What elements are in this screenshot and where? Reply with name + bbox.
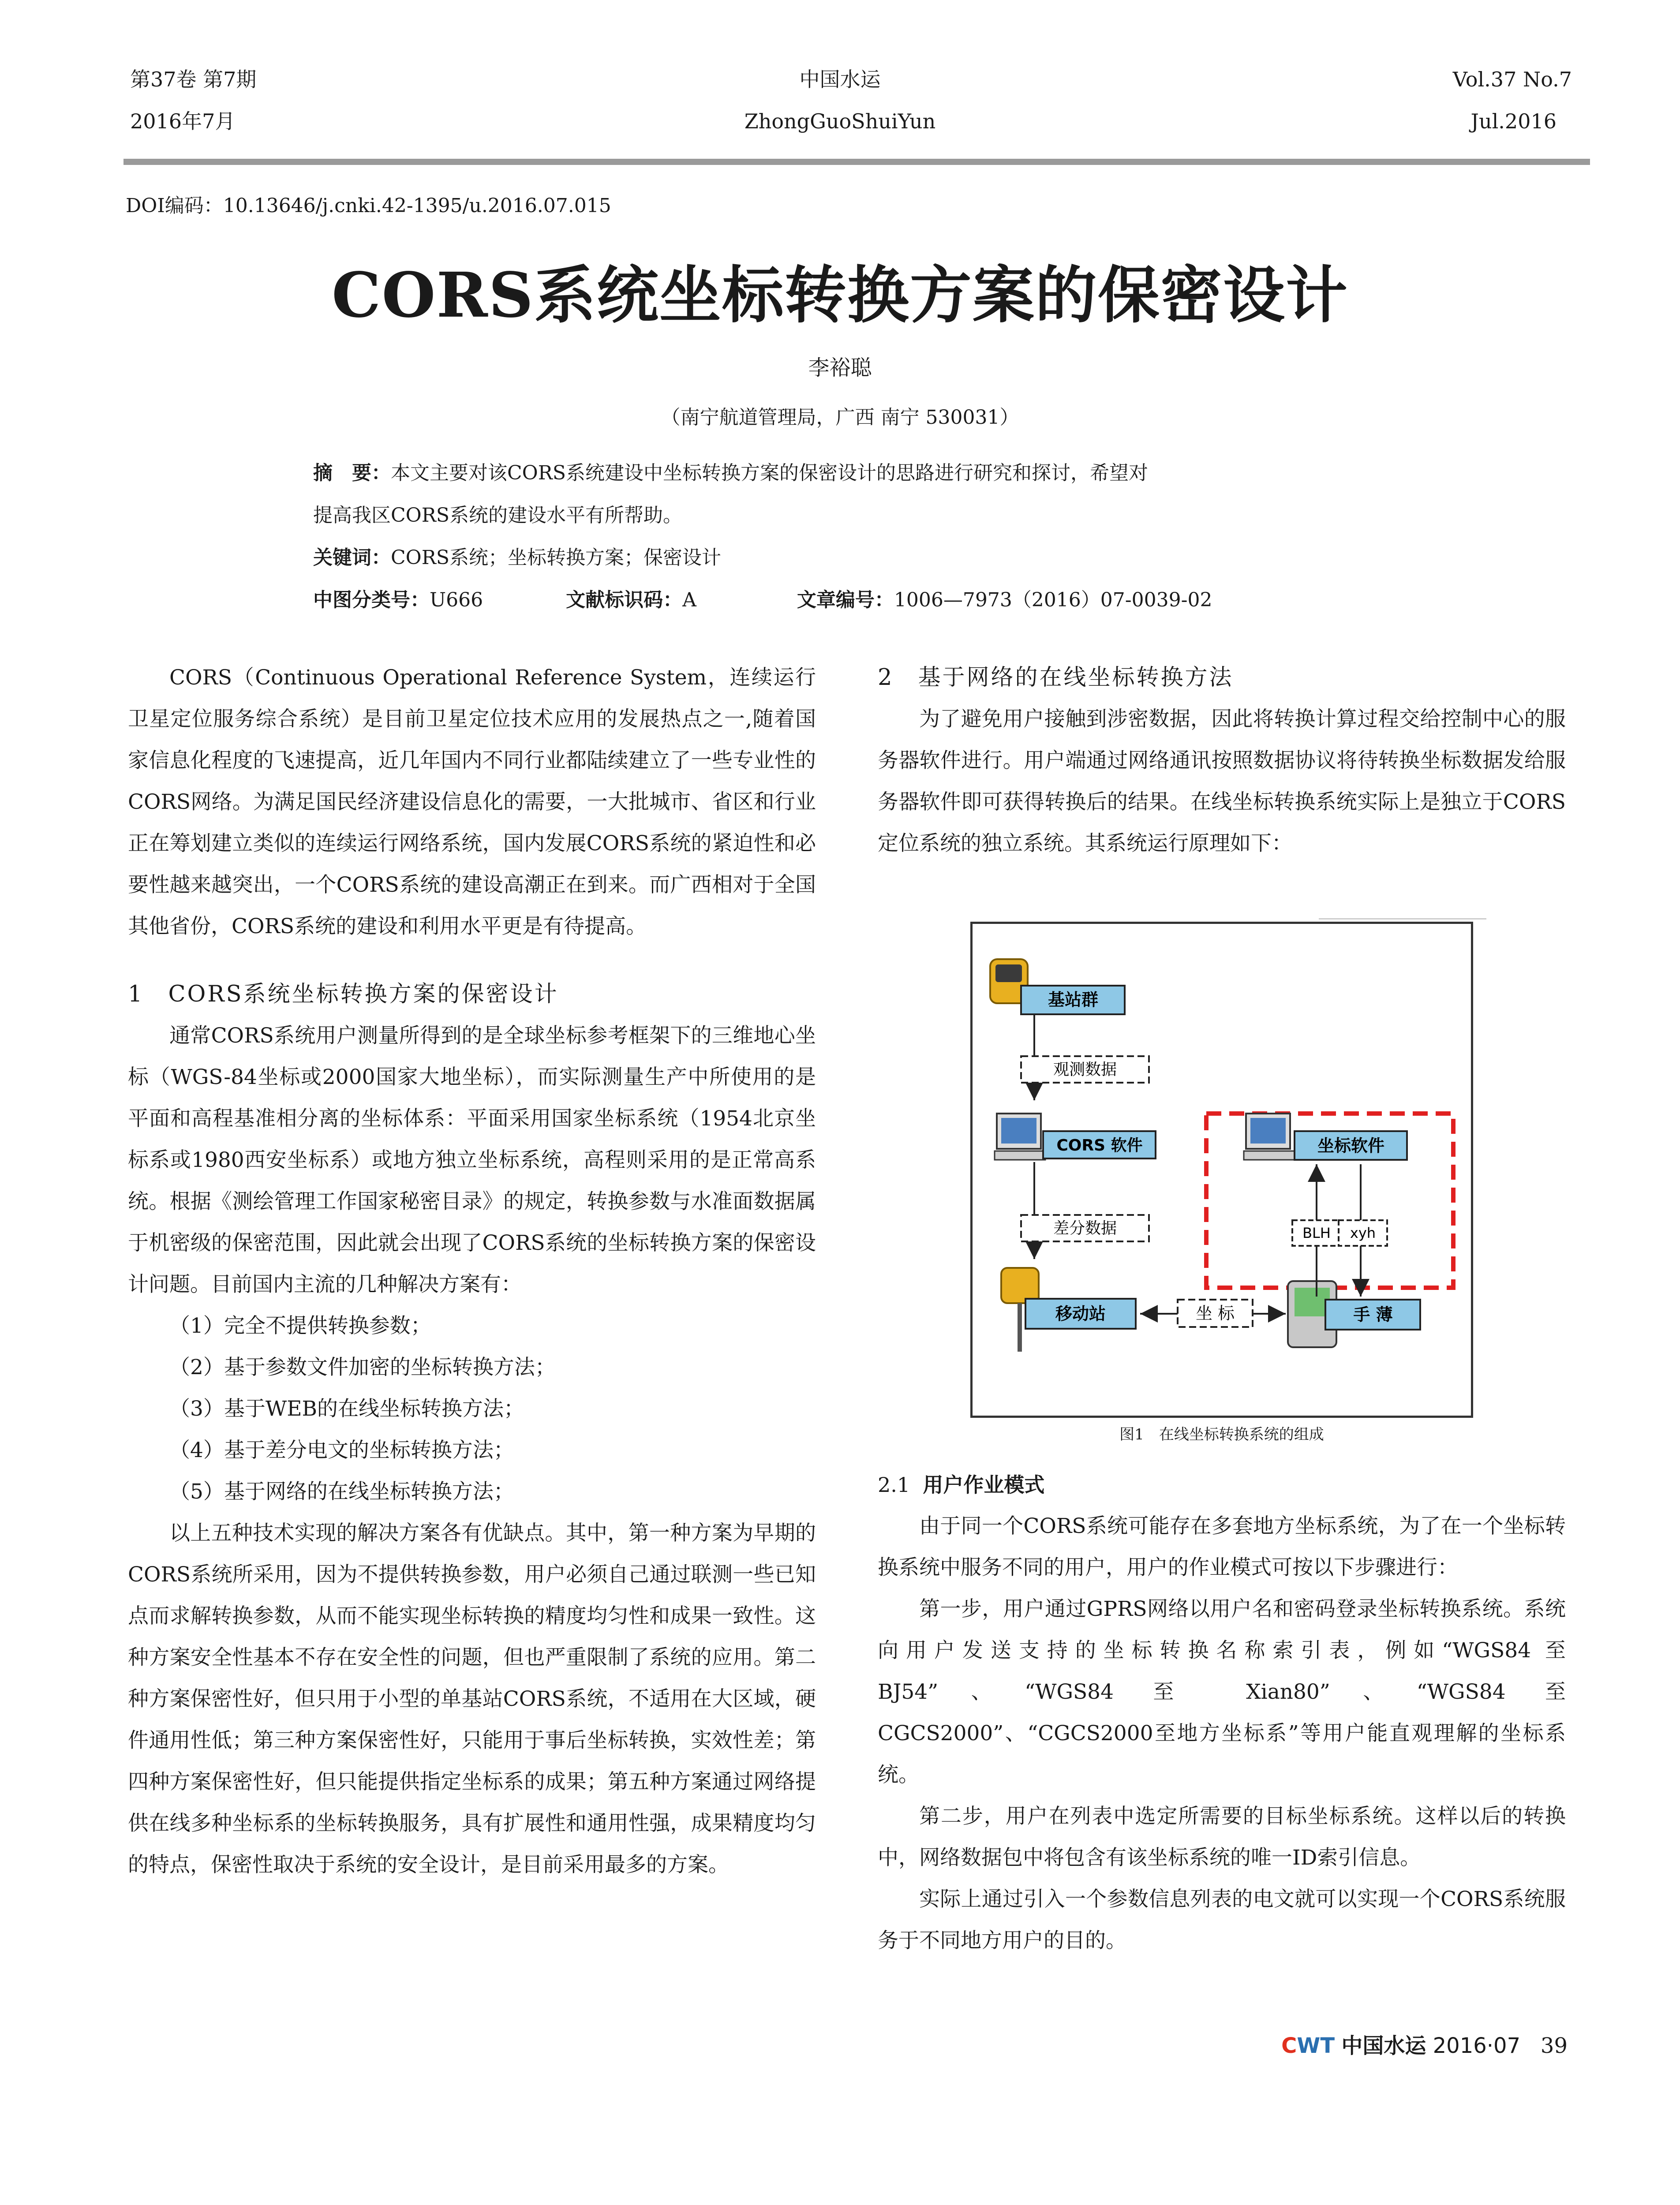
article-number-value: 1006—7973（2016）07-0039-02 bbox=[894, 589, 1212, 611]
section-1-paragraph: 通常CORS系统用户测量所得到的是全球坐标参考框架下的三维地心坐标（WGS-84坐标或2000国家大地坐标），而实际测量生产中所使用的是平面和高程基准相分离的坐标体系：平面采用国家坐标系统（1954北京坐标系或1980西安坐标系）或地方独立坐标系统，高程则采用的是正常高系统。根据《测绘管理工作国家秘密目录》的规定，转换参数与水准面数据属于机密级的保密范围，因此就会出现了CORS系统的坐标转换方案的保密设计问题。目前国内主流的几种解决方案有： bbox=[128, 1024, 816, 1297]
section-2-paragraph: 为了避免用户接触到涉密数据，因此将转换计算过程交给控制中心的服务器软件进行。用户端通过网络通讯按照数据协议将待转换坐标数据发给服务器软件即可获得转换后的结果。在线坐标转换系统实际上是独立于CORS定位系统的独立系统。其系统运行原理如下： bbox=[878, 707, 1566, 856]
header-date: 2016年7月 bbox=[130, 109, 236, 133]
keywords-label: 关键词： bbox=[313, 546, 391, 569]
section-1-heading: 1 CORS系统坐标转换方案的保密设计 bbox=[128, 981, 559, 1007]
list-item: （2）基于参数文件加密的坐标转换方法； bbox=[169, 1355, 556, 1379]
paragraph-step-2: 第二步，用户在列表中选定所需要的目标坐标系统。这样以后的转换中，网络数据包中将包含有该坐标系统的唯一ID索引信息。 bbox=[878, 1804, 1566, 1870]
computer-icon-2 bbox=[1244, 1114, 1295, 1160]
paragraph-conclusion: 实际上通过引入一个参数信息列表的电文就可以实现一个CORS系统服务于不同地方用户的目的。 bbox=[878, 1887, 1566, 1953]
cors-software-label: CORS 软件 bbox=[1056, 1136, 1143, 1155]
figure-rule bbox=[1319, 918, 1486, 919]
doc-code-value: A bbox=[682, 589, 696, 611]
keywords-text: CORS系统；坐标转换方案；保密设计 bbox=[391, 546, 722, 569]
header-journal-cn: 中国水运 bbox=[799, 67, 881, 91]
abstract-text-1: 本文主要对该CORS系统建设中坐标转换方案的保密设计的思路进行研究和探讨，希望对 bbox=[391, 462, 1149, 484]
list-item: （3）基于WEB的在线坐标转换方法； bbox=[169, 1397, 525, 1421]
footer-logo-c: C bbox=[1281, 2033, 1297, 2058]
subsection-title: 用户作业模式 bbox=[923, 1473, 1045, 1497]
obs-data-label: 观测数据 bbox=[1053, 1061, 1117, 1079]
left-column bbox=[128, 657, 816, 1886]
footer-logo-wt: WT bbox=[1297, 2033, 1335, 2058]
article-number-label: 文章编号： bbox=[797, 589, 894, 611]
list-item: （1）完全不提供转换参数； bbox=[169, 1314, 431, 1338]
coord-software-label: 坐标软件 bbox=[1317, 1136, 1385, 1155]
right-column-bottom bbox=[878, 1464, 1566, 1962]
header-journal-pinyin: ZhongGuoShuiYun bbox=[744, 109, 936, 133]
closing-paragraph: 以上五种技术实现的解决方案各有优缺点。其中，第一种方案为早期的CORS系统所采用，因为不提供转换参数，用户必须自己通过联测一些已知点而求解转换参数，从而不能实现坐标转换的精度均匀性和成果一致性。这种方案安全性基本不存在安全性的问题，但也严重限制了系统的应用。第二种方案保密性好，但只用于小型的单基站CORS系统，不适用在大区域，硬件通用性低；第三种方案保密性好，只能用于事后坐标转换，实效性差；第四种方案保密性好，但只能提供指定坐标系的成果；第五种方案通过网络提供在线多种坐标系的坐标转换服务，具有扩展性和通用性强，成果精度均匀的特点，保密性取决于系统的安全设计，是目前采用最多的方案。 bbox=[128, 1521, 816, 1877]
diff-data-label: 差分数据 bbox=[1053, 1219, 1117, 1237]
xyh-label: xyh bbox=[1350, 1225, 1376, 1241]
header-vol-en: Vol.37 No.7 bbox=[1452, 67, 1572, 91]
section-2-heading: 2 基于网络的在线坐标转换方法 bbox=[878, 665, 1234, 691]
affiliation: （南宁航道管理局，广西 南宁 530031） bbox=[661, 406, 1019, 429]
list-item: （4）基于差分电文的坐标转换方法； bbox=[169, 1438, 514, 1462]
handbook-label: 手 薄 bbox=[1353, 1305, 1393, 1324]
subsection-number: 2.1 bbox=[878, 1473, 910, 1497]
blh-label: BLH bbox=[1302, 1225, 1331, 1241]
clc-label: 中图分类号： bbox=[313, 589, 430, 611]
subsection-2-1-heading bbox=[878, 1464, 1566, 1506]
classification-line bbox=[313, 579, 1372, 621]
header-volume: 第37卷 第7期 bbox=[130, 67, 257, 91]
header-date-en: Jul.2016 bbox=[1470, 109, 1557, 133]
author: 李裕聪 bbox=[808, 355, 872, 380]
doi: DOI编码：10.13646/j.cnki.42-1395/u.2016.07.015 bbox=[126, 194, 611, 217]
abstract-text-2: 提高我区CORS系统的建设水平有所帮助。 bbox=[313, 504, 683, 527]
figure-1 bbox=[970, 922, 1473, 1418]
paragraph-work-mode: 由于同一个CORS系统可能存在多套地方坐标系统，为了在一个坐标转换系统中服务不同的用户，用户的作业模式可按以下步骤进行： bbox=[878, 1514, 1566, 1580]
paper-title: CORS系统坐标转换方案的保密设计 bbox=[332, 259, 1348, 332]
figure-diagram bbox=[973, 924, 1471, 1416]
figure-caption: 图1 在线坐标转换系统的组成 bbox=[1119, 1426, 1324, 1443]
base-group-label: 基站群 bbox=[1048, 990, 1099, 1009]
paragraph-step-1: 第一步，用户通过GPRS网络以用户名和密码登录坐标转换系统。系统向用户发送支持的坐标转换名称索引表，例如“WGS84 至 BJ54”、“WGS84 至 Xian80”、“WGS84 至 CGCS2000”、“CGCS2000至地方坐标系”等用户能直观理解的坐标系统。 bbox=[878, 1597, 1566, 1787]
computer-icon bbox=[995, 1114, 1045, 1160]
list-item: （5）基于网络的在线坐标转换方法； bbox=[169, 1480, 514, 1504]
rover-label: 移动站 bbox=[1055, 1304, 1106, 1323]
intro-paragraph: CORS（Continuous Operational Reference System，连续运行卫星定位服务综合系统）是目前卫星定位技术应用的发展热点之一,随着国家信息化程度的飞速提高，近几年国内不同行业都陆续建立了一些专业性的CORS网络。为满足国民经济建设信息化的需要，一大批城市、省区和行业正在筹划建立类似的连续运行网络系统，国内发展CORS系统的紧迫性和必要性越来越突出，一个CORS系统的建设高潮正在到来。而广西相对于全国其他省份，CORS系统的建设和利用水平更是有待提高。 bbox=[128, 665, 816, 938]
page-number: 39 bbox=[1540, 2033, 1568, 2058]
footer-issue: 2016·07 bbox=[1433, 2033, 1521, 2058]
right-column-top bbox=[878, 657, 1566, 864]
footer bbox=[1281, 2029, 1568, 2059]
footer-journal: 中国水运 bbox=[1341, 2033, 1426, 2058]
abstract-label: 摘 要： bbox=[313, 462, 391, 484]
doc-code-label: 文献标识码： bbox=[566, 589, 683, 611]
clc-value: U666 bbox=[430, 589, 483, 611]
header-rule bbox=[123, 159, 1590, 165]
abstract bbox=[313, 452, 1372, 621]
coord-label: 坐 标 bbox=[1195, 1304, 1235, 1323]
